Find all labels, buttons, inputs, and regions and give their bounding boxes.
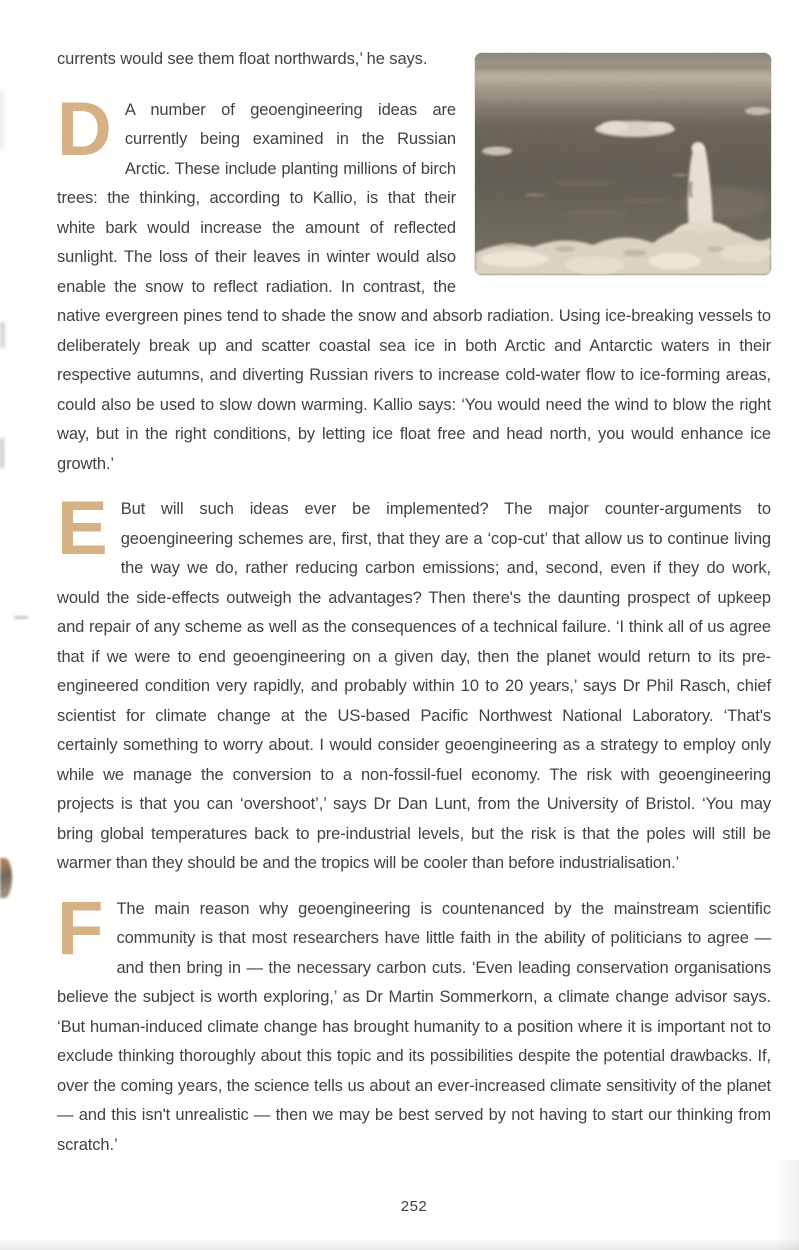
- paragraph-f: [57, 885, 771, 1161]
- scan-artifact: [14, 616, 28, 619]
- scan-artifact: [0, 90, 3, 150]
- scan-shadow-corner: [773, 1160, 799, 1250]
- paragraph-f-text: The main reason why geoengineering is countenanced by the mainstream scientific community is that most researchers have little faith in the ability of politicians to agree — and then bring in — the necessary carbon cuts. ‘Even leading conservation organisations believe the subject is worth exploring,’ as Dr Martin Sommerkorn, a climate change advisor says. ‘But human-induced climate change has brought humanity to a position where it is important not to exclude thinking thoroughly about this topic and its possibilities despite the potential drawbacks. If, over the coming years, the science tells us about an ever-increased climate sensitivity of the planet — and this isn't unrealistic — then we may be best served by not having to start our thinking from scratch.’: [57, 899, 771, 1154]
- scan-artifact: [0, 322, 5, 348]
- dropcap-d: D: [57, 86, 112, 172]
- paragraph-d-text: A number of geoengineering ideas are currently being examined in the Russian Arctic. These include planting millions of birch trees: the thinking, according to Kallio, is that their white bark would increase the amount of reflected sunlight. The loss of their leaves in winter would also enable the snow to reflect radiation. In contrast, the native evergreen pines tend to shade the snow and absorb radiation. Using ice-breaking vessels to deliberately break up and scatter coastal sea ice in both Arctic and Antarctic waters in their respective autumns, and diverting Russian rivers to increase cold-water flow to ice-forming areas, could also be used to slow down warming. Kallio says: ‘You would need the wind to blow the right way, but in the right conditions, by letting ice float free and head north, you would enhance ice growth.’: [57, 100, 771, 473]
- dropcap-f: F: [57, 885, 104, 971]
- scan-shadow-bottom: [0, 1238, 799, 1250]
- paragraph-e-text: But will such ideas ever be implemented? The major counter-arguments to geoengineering schemes are, first, that they are a ‘cop-cut’ that allow us to continue living the way we do, rather reducing carbon emissions; and, second, even if they do work, would the side-effects outweigh the advantages? Then there's the daunting prospect of upkeep and repair of any scheme as well as the consequences of a technical failure. ‘I think all of us agree that if we were to end geoengineering on a given day, then the planet would return to its pre-engineered condition very rapidly, and probably within 10 to 20 years,’ says Dr Phil Rasch, chief scientist for climate change at the US-based Pacific Northwest National Laboratory. ‘That's certainly something to worry about. I would consider geoengineering as a strategy to employ only while we manage the conversion to a non-fossil-fuel economy. The risk with geoengineering projects is that you can ‘overshoot’,’ says Dr Dan Lunt, from the University of Bristol. ‘You may bring global temperatures back to pre-industrial levels, but the risk is that the poles will still be warmer than they should be and the tropics will be cooler than before industrialisation.’: [57, 500, 771, 872]
- scan-artifact: [0, 858, 12, 898]
- intro-line: currents would see them float northwards,’ he says.: [57, 50, 428, 68]
- polar-bear-photo: [475, 53, 771, 275]
- page-content: [57, 45, 771, 1176]
- scan-artifact: [0, 438, 4, 468]
- page-number: 252: [400, 1198, 428, 1215]
- polar-bear-photo-art: [475, 53, 771, 275]
- paragraph-e: [57, 486, 771, 879]
- dropcap-e: E: [57, 486, 108, 571]
